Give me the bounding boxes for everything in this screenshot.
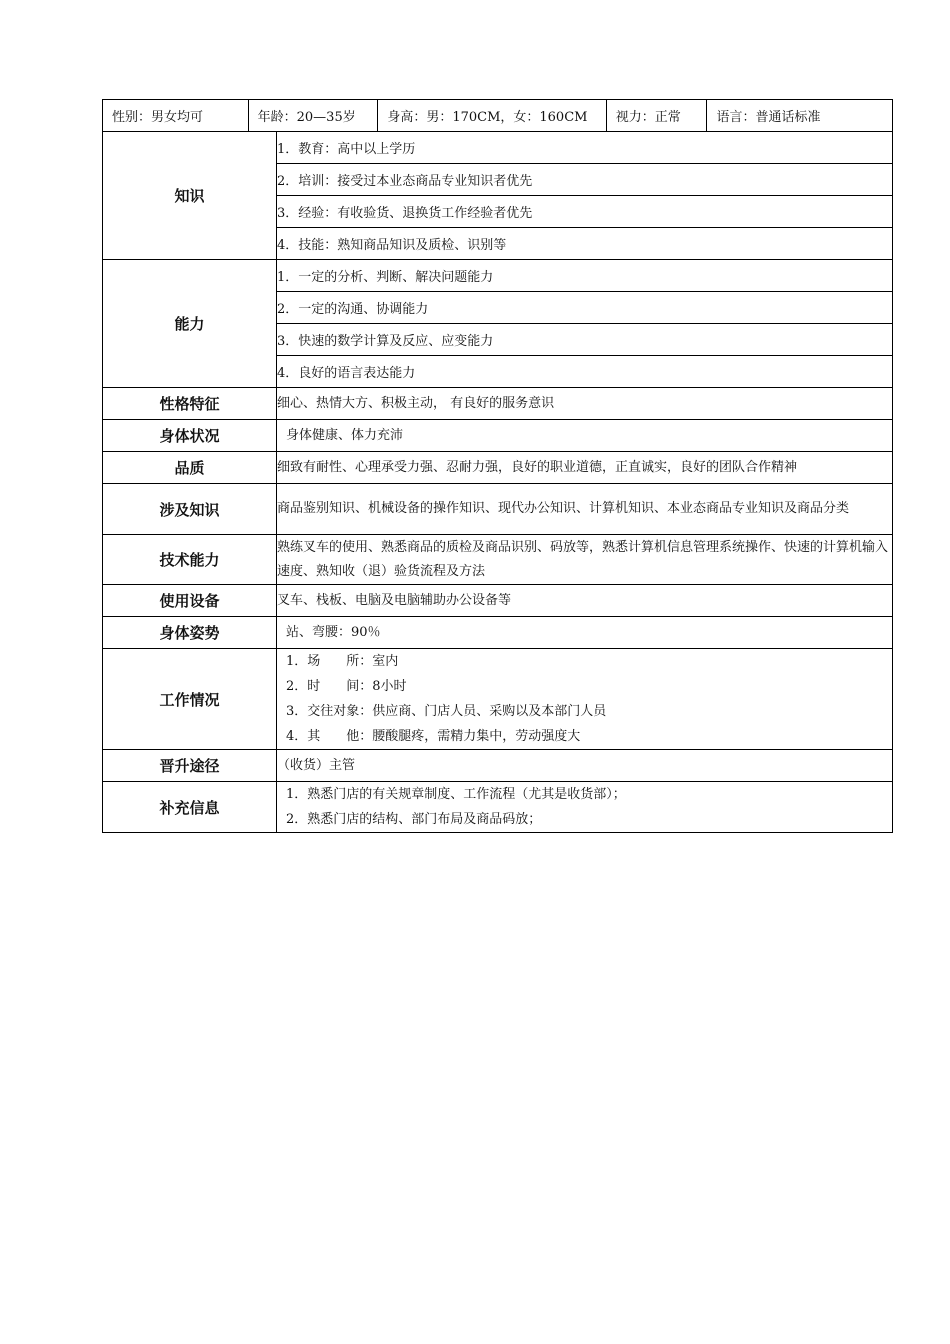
- related-knowledge-row: [103, 484, 893, 535]
- gender-cell: 性别：男女均可: [103, 100, 249, 131]
- equipment-label: 使用设备: [103, 585, 277, 617]
- work-item: 4．其 他：腰酸腿疼，需精力集中，劳动强度大: [286, 729, 581, 744]
- vision-cell: 视力：正常: [607, 100, 708, 131]
- ability-item: 2．一定的沟通、协调能力: [277, 292, 893, 324]
- related-knowledge-value: 商品鉴别知识、机械设备的操作知识、现代办公知识、计算机知识、本业态商品专业知识及商品分类: [277, 484, 893, 535]
- basic-requirements-row: [102, 99, 893, 132]
- quality-value: 细致有耐性、心理承受力强、忍耐力强，良好的职业道德，正直诚实，良好的团队合作精神: [277, 452, 893, 484]
- posture-label: 身体姿势: [103, 617, 277, 649]
- supplement-items: [277, 782, 893, 833]
- health-value: 身体健康、体力充沛: [277, 420, 893, 452]
- tech-ability-value: 熟练叉车的使用、熟悉商品的质检及商品识别、码放等，熟悉计算机信息管理系统操作、快速的计算机输入速度、熟知收（退）验货流程及方法: [277, 535, 893, 585]
- ability-item: 4．良好的语言表达能力: [277, 356, 893, 388]
- work-item: 2．时 间：8小时: [286, 679, 407, 694]
- age-cell: 年龄：20—35岁: [249, 100, 379, 131]
- promotion-label: 晋升途径: [103, 750, 277, 782]
- ability-item: 1．一定的分析、判断、解决问题能力: [277, 260, 893, 292]
- personality-value: 细心、热情大方、积极主动， 有良好的服务意识: [277, 388, 893, 420]
- promotion-value: （收货）主管: [277, 750, 893, 782]
- promotion-row: [103, 750, 893, 782]
- supplement-row: [103, 782, 893, 833]
- health-label: 身体状况: [103, 420, 277, 452]
- supplement-item: 2．熟悉门店的结构、部门布局及商品码放；: [286, 812, 542, 827]
- tech-ability-row: [103, 535, 893, 585]
- ability-item: 3．快速的数学计算及反应、应变能力: [277, 324, 893, 356]
- quality-label: 品质: [103, 452, 277, 484]
- knowledge-item: 2．培训：接受过本业态商品专业知识者优先: [277, 164, 893, 196]
- height-cell: 身高：男：170CM，女：160CM: [378, 100, 606, 131]
- tech-ability-label: 技术能力: [103, 535, 277, 585]
- posture-row: [103, 617, 893, 649]
- work-items: [277, 649, 893, 750]
- supplement-label: 补充信息: [103, 782, 277, 833]
- job-requirements-table: [102, 131, 893, 833]
- knowledge-item: 4．技能：熟知商品知识及质检、识别等: [277, 228, 893, 260]
- equipment-value: 叉车、栈板、电脑及电脑辅助办公设备等: [277, 585, 893, 617]
- quality-row: [103, 452, 893, 484]
- personality-label: 性格特征: [103, 388, 277, 420]
- knowledge-label: 知识: [103, 132, 277, 260]
- work-row: [103, 649, 893, 750]
- knowledge-item: 3．经验：有收验货、退换货工作经验者优先: [277, 196, 893, 228]
- ability-row: [103, 260, 893, 292]
- work-label: 工作情况: [103, 649, 277, 750]
- work-item: 3．交往对象：供应商、门店人员、采购以及本部门人员: [286, 704, 607, 719]
- posture-value: 站、弯腰：90％: [277, 617, 893, 649]
- language-cell: 语言：普通话标准: [716, 110, 821, 125]
- supplement-item: 1．熟悉门店的有关规章制度、工作流程（尤其是收货部）；: [286, 787, 626, 802]
- equipment-row: [103, 585, 893, 617]
- health-row: [103, 420, 893, 452]
- related-knowledge-label: 涉及知识: [103, 484, 277, 535]
- work-item: 1．场 所：室内: [286, 654, 399, 669]
- knowledge-row: [103, 132, 893, 164]
- ability-label: 能力: [103, 260, 277, 388]
- personality-row: [103, 388, 893, 420]
- knowledge-item: 1．教育：高中以上学历: [277, 132, 893, 164]
